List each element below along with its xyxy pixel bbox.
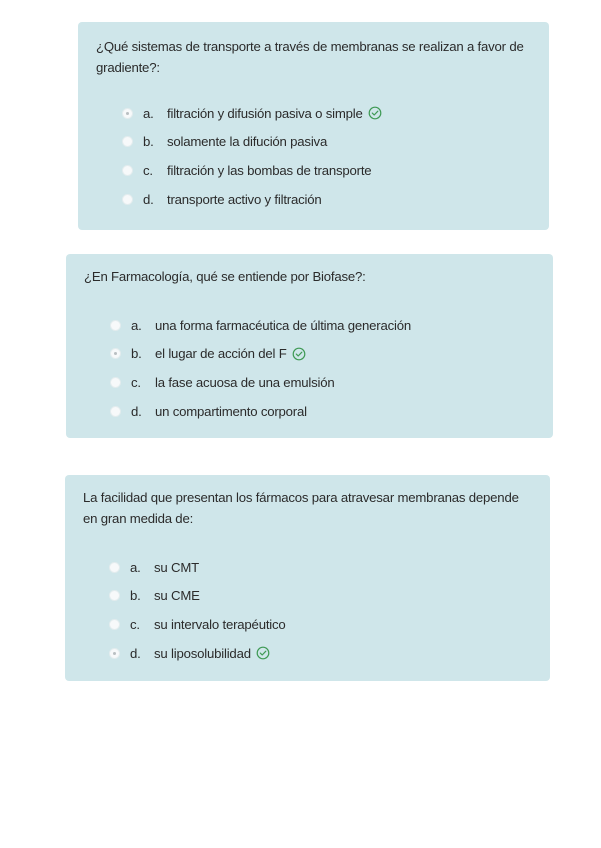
radio-button[interactable] xyxy=(122,194,133,205)
option-text: una forma farmacéutica de última generación xyxy=(155,317,412,333)
question-card-3 xyxy=(65,475,550,681)
answer-option-a[interactable] xyxy=(110,311,537,340)
option-letter: a. xyxy=(131,317,142,333)
question-card-2 xyxy=(66,254,553,438)
answer-option-b[interactable] xyxy=(122,128,533,157)
check-circle-icon xyxy=(368,106,382,120)
radio-button[interactable] xyxy=(109,562,120,573)
radio-button[interactable] xyxy=(122,108,133,119)
option-text: su CME xyxy=(154,588,200,604)
radio-button[interactable] xyxy=(109,648,120,659)
radio-button[interactable] xyxy=(109,619,120,630)
option-text: su CMT xyxy=(154,559,199,575)
option-text: transporte activo y filtración xyxy=(167,191,322,207)
option-letter: d. xyxy=(130,645,141,661)
check-circle-icon xyxy=(292,347,306,361)
answer-options xyxy=(84,311,537,425)
answer-option-c[interactable] xyxy=(110,368,537,397)
answer-option-b[interactable] xyxy=(109,582,534,611)
question-text: ¿En Farmacología, qué se entiende por Biofase?: xyxy=(84,269,366,284)
question-card-1 xyxy=(78,22,549,230)
option-letter: b. xyxy=(143,134,154,150)
answer-option-d[interactable] xyxy=(109,639,534,668)
answer-option-a[interactable] xyxy=(122,99,533,128)
answer-options xyxy=(83,553,534,667)
option-letter: a. xyxy=(130,559,141,575)
radio-button[interactable] xyxy=(110,348,121,359)
option-text: filtración y difusión pasiva o simple xyxy=(167,105,363,121)
radio-button[interactable] xyxy=(110,320,121,331)
radio-button[interactable] xyxy=(110,406,121,417)
question-text: ¿Qué sistemas de transporte a través de membranas se realizan a favor de gradiente?: xyxy=(96,39,524,75)
option-text: su liposolubilidad xyxy=(154,645,251,661)
option-text: solamente la difución pasiva xyxy=(167,134,328,150)
option-letter: b. xyxy=(131,346,142,362)
option-letter: c. xyxy=(143,162,153,178)
option-letter: a. xyxy=(143,105,154,121)
option-letter: b. xyxy=(130,588,141,604)
option-text: la fase acuosa de una emulsión xyxy=(155,374,335,390)
question-text: La facilidad que presentan los fármacos para atravesar membranas depende en gran medida de: xyxy=(83,490,519,526)
radio-button[interactable] xyxy=(109,590,120,601)
answer-option-d[interactable] xyxy=(122,185,533,214)
answer-option-c[interactable] xyxy=(109,610,534,639)
option-text: filtración y las bombas de transporte xyxy=(167,162,372,178)
answer-options xyxy=(96,99,533,213)
option-text: su intervalo terapéutico xyxy=(154,616,286,632)
option-text: un compartimento corporal xyxy=(155,403,307,419)
option-letter: c. xyxy=(131,374,141,390)
answer-option-a[interactable] xyxy=(109,553,534,582)
radio-button[interactable] xyxy=(110,377,121,388)
radio-button[interactable] xyxy=(122,136,133,147)
option-letter: d. xyxy=(143,191,154,207)
option-letter: c. xyxy=(130,616,140,632)
answer-option-c[interactable] xyxy=(122,156,533,185)
check-circle-icon xyxy=(256,646,270,660)
option-letter: d. xyxy=(131,403,142,419)
answer-option-b[interactable] xyxy=(110,340,537,369)
answer-option-d[interactable] xyxy=(110,397,537,426)
option-text: el lugar de acción del F xyxy=(155,346,287,362)
radio-button[interactable] xyxy=(122,165,133,176)
